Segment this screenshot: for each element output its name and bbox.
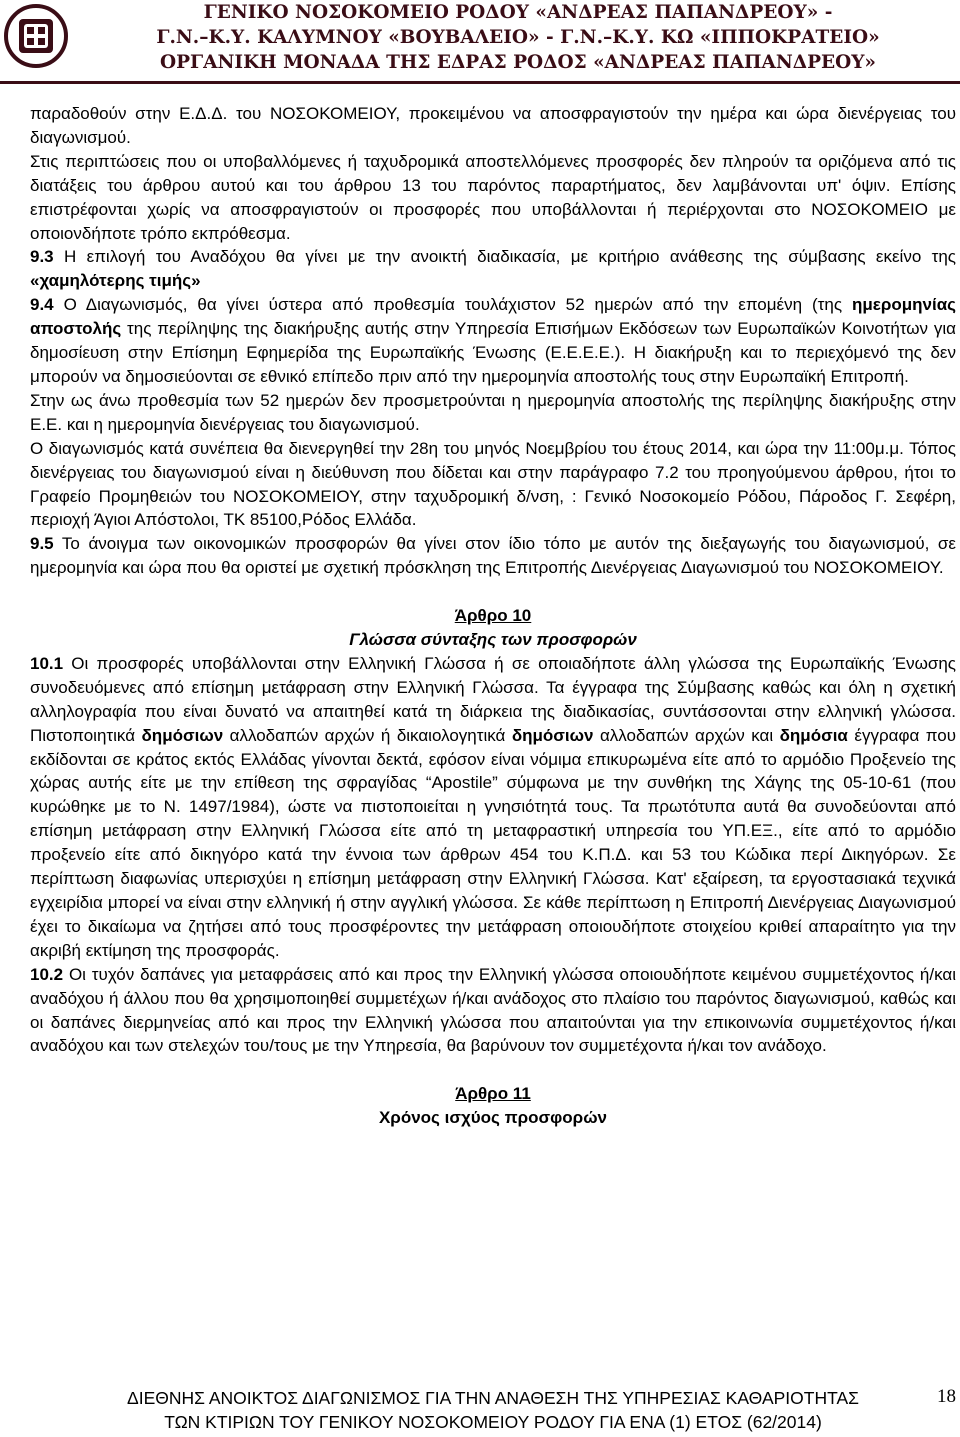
clause-text: της περίληψης της διακήρυξης αυτής στην Υπηρεσία Επισήμων Εκδόσεων των Ευρωπαϊκών Κοινοτήτων για δημοσίευση στην Επίσημη Εφημερίδα της Ευρωπαϊκής Ένωσης (Ε.Ε.Ε.Ε.). Η διακήρυξη και το περιεχόμενό της δεν μπορούν να δημοσιεύονται σε εθνικό επίπεδο πριν από την ημερομηνία αποστολής τους στην Ευρωπαϊκή Επιτροπή. [30, 319, 956, 386]
article-10-number: Άρθρο 10 [454, 606, 532, 626]
clause-number: 10.1 [30, 653, 64, 673]
paragraph-deadline: Στην ως άνω προθεσμία των 52 ημερών δεν προσμετρούνται η ημερομηνία αποστολής της περίληψης διακήρυξης στην Ε.Ε. και η ημερομηνία διενέργειας του διαγωνισμού. [30, 390, 956, 434]
article-11-title: Χρόνος ισχύος προσφορών [378, 1108, 608, 1128]
header-line-3: ΟΡΓΑΝΙΚΗ ΜΟΝΑΔΑ ΤΗΣ ΕΔΡΑΣ ΡΟΔΟΣ «ΑΝΔΡΕΑΣ ΠΑΠΑΝΔΡΕΟΥ» [160, 52, 876, 73]
paragraph-10-1 [30, 652, 956, 963]
hospital-logo-icon [4, 4, 68, 68]
clause-text: αλλοδαπών αρχών και [593, 725, 780, 745]
header-divider [0, 81, 960, 84]
clause-text: Η επιλογή του Αναδόχου θα γίνει με την ανοικτή διαδικασία, με κριτήριο ανάθεσης της σύμβασης εκείνο της [53, 247, 956, 267]
clause-number: 9.3 [30, 247, 54, 267]
clause-emphasis: δημόσιων [511, 725, 594, 745]
clause-emphasis: δημόσιων [141, 725, 224, 745]
clause-emphasis: ημερομηνίας αποστολής [30, 295, 956, 339]
footer-line-2: ΤΩΝ ΚΤΙΡΙΩΝ ΤΟΥ ΓΕΝΙΚΟΥ ΝΟΣΟΚΟΜΕΙΟΥ ΡΟΔΟΥ ΓΙΑ ΕΝΑ (1) ΕΤΟΣ (62/2014) [164, 1412, 822, 1432]
clause-emphasis: δημόσια [779, 725, 848, 745]
clause-text: Το άνοιγμα των οικονομικών προσφορών θα γίνει στον ίδιο τόπο με αυτόν της διεξαγωγής του διαγωνισμού, σε ημερομηνία και ώρα που θα οριστεί με σχετική πρόσκληση της Επιτροπής Διενέργειας Διαγωνισμού του ΝΟΣΟΚΟΜΕΙΟΥ. [30, 534, 956, 578]
header-line-1: ΓΕΝΙΚΟ ΝΟΣΟΚΟΜΕΙΟ ΡΟΔΟΥ «ΑΝΔΡΕΑΣ ΠΑΠΑΝΔΡΕΟΥ» - [203, 2, 833, 23]
article-11-number: Άρθρο 11 [455, 1084, 531, 1104]
paragraph-date: Ο διαγωνισμός κατά συνέπεια θα διενεργηθεί την 28η του μηνός Νοεμβρίου του έτους 2014, και ώρα την 11:00μ.μ. Τόπος διενέργειας του διαγωνισμού είναι η διεύθυνση που δίδεται και στην παράγραφο 7.2 του προηγούμενου άρθρου, ήτοι το Γραφείο Προμηθειών του ΝΟΣΟΚΟΜΕΙΟΥ, στην ταχυδρομική δ/νση, : Γενικό Νοσοκομείο Ρόδου, Πάροδος Γ. Σεφέρη, περιοχή Άγιοι Απόστολοι, ΤΚ 85100,Ρόδος Ελλάδα. [30, 438, 956, 530]
clause-number: 9.5 [30, 534, 54, 554]
spacer [30, 1058, 956, 1082]
clause-text: Ο Διαγωνισμός, θα γίνει ύστερα από προθεσμία τουλάχιστον 52 ημερών από την επομένη (της [53, 295, 852, 315]
clause-text: αλλοδαπών αρχών ή δικαιολογητικά [223, 725, 512, 745]
paragraph-9-3 [30, 245, 956, 293]
page-number: 18 [937, 1386, 956, 1407]
clause-emphasis: «χαμηλότερης τιμής» [30, 271, 201, 291]
clause-number: 10.2 [30, 964, 64, 984]
footer-line-1: ΔΙΕΘΝΗΣ ΑΝΟΙΚΤΟΣ ΔΙΑΓΩΝΙΣΜΟΣ ΓΙΑ ΤΗΝ ΑΝΑΘΕΣΗ ΤΗΣ ΥΠΗΡΕΣΙΑΣ ΚΑΘΑΡΙΟΤΗΤΑΣ [127, 1388, 859, 1408]
clause-number: 9.4 [30, 295, 54, 315]
clause-text: Οι προσφορές υποβάλλονται στην Ελληνική Γλώσσα ή σε οποιαδήποτε άλλη γλώσσα της Ευρωπαϊκής Ένωσης συνοδευόμενες από επίσημη μετάφραση στην Ελληνική Γλώσσα. Τα έγγραφα της Σύμβασης καθώς και όλη η σχετική αλληλογραφία που είναι δυνατό να απαιτηθεί κατά τη διάρκεια της διαδικασίας, συντάσσονται στην ελληνική γλώσσα. Πιστοποιητικά [30, 653, 956, 745]
paragraph-cases: Στις περιπτώσεις που οι υποβαλλόμενες ή ταχυδρομικά αποστελλόμενες προσφορές δεν πληρούν τα οριζόμενα από τις διατάξεις του άρθρου αυτού και του άρθρου 13 του παρόντος παραρτήματος, δεν λαμβάνονται υπ' όψιν. Επίσης επιστρέφονται χωρίς να αποσφραγιστούν οι προσφορές που υποβάλλονται ή περιέρχονται στο ΝΟΣΟΚΟΜΕΙΟ με οποιονδήποτε τρόπο εκπρόθεσμα. [30, 151, 956, 243]
paragraph-9-5 [30, 532, 956, 580]
clause-text: Οι τυχόν δαπάνες για μεταφράσεις από και προς την Ελληνική γλώσσα οποιουδήποτε κειμένου συμμετέχοντος ή/και αναδόχου ή άλλου που θα χρησιμοποιηθεί συμμετέχων ή/και ανάδοχος στο πλαίσιο του παρόντος διαγωνισμού, καθώς και οι δαπάνες διερμηνείας από και προς την Ελληνική γλώσσα που απαιτούνται για την επικοινωνία συμμετέχοντος ή/και αναδόχου και των στελεχών του/τους με την Υπηρεσία, θα βαρύνουν τον συμμετέχοντα ή/και τον ανάδοχο. [30, 964, 956, 1056]
article-10-heading [30, 604, 956, 628]
article-10-title: Γλώσσα σύνταξης των προσφορών [349, 630, 637, 650]
clause-text: έγγραφα που εκδίδονται σε κράτος εκτός Ελλάδας γίνονται δεκτά, εφόσον είναι νόμιμα επικυρωμένα είτε από το αρμόδιο Προξενείο της χώρας αυτής είτε με την επίθεση της σφραγίδας “Apostile” σύμφωνα με την συνθήκη της Χάγης της 05-10-61 (που κυρώθηκε με το Ν. 1497/1984), ώστε να πιστοποιείται η γνησιότητά τους. Τα πρωτότυπα αυτά θα συνοδεύονται από επίσημη μετάφραση στην Ελληνική Γλώσσα είτε από τη μεταφραστική υπηρεσία του ΥΠ.ΕΞ., είτε από το αρμόδιο προξενείο είτε από δικηγόρο κατά την έννοια των άρθρων 454 του Κ.Π.Δ. και 53 του Κώδικα περί Δικηγόρων. Σε περίπτωση διαφωνίας υπερισχύει η επίσημη μετάφραση στην Ελληνική Γλώσσα. Κατ' εξαίρεση, τα εργοστασιακά τεχνικά εγχειρίδια μπορεί να είναι στην ελληνική ή στην αγγλική γλώσσα. Σε κάθε περίπτωση η Επιτροπή Διενέργειας Διαγωνισμού έχει το δικαίωμα να ζητήσει από τους προσφέροντες την μετάφραση οποιουδήποτε στοιχείου κριθεί απαραίτητο για την ακριβή εκτίμηση της προσφοράς. [30, 725, 957, 960]
spacer [30, 580, 956, 604]
paragraph-9-4 [30, 293, 956, 389]
paragraph-10-2 [30, 963, 956, 1059]
article-11-heading [30, 1082, 956, 1106]
paragraph-intro: παραδοθούν στην Ε.Δ.Δ. του ΝΟΣΟΚΟΜΕΙΟΥ, προκειμένου να αποσφραγιστούν την ημέρα και ώρα διενέργειας του διαγωνισμού. [30, 104, 956, 147]
header-line-2: Γ.Ν.–Κ.Υ. ΚΑΛΥΜΝΟΥ «ΒΟΥΒΑΛΕΙΟ» - Γ.Ν.–Κ.Υ. ΚΩ «ΙΠΠΟΚΡΑΤΕΙΟ» [156, 27, 880, 48]
document-body [30, 102, 956, 1130]
